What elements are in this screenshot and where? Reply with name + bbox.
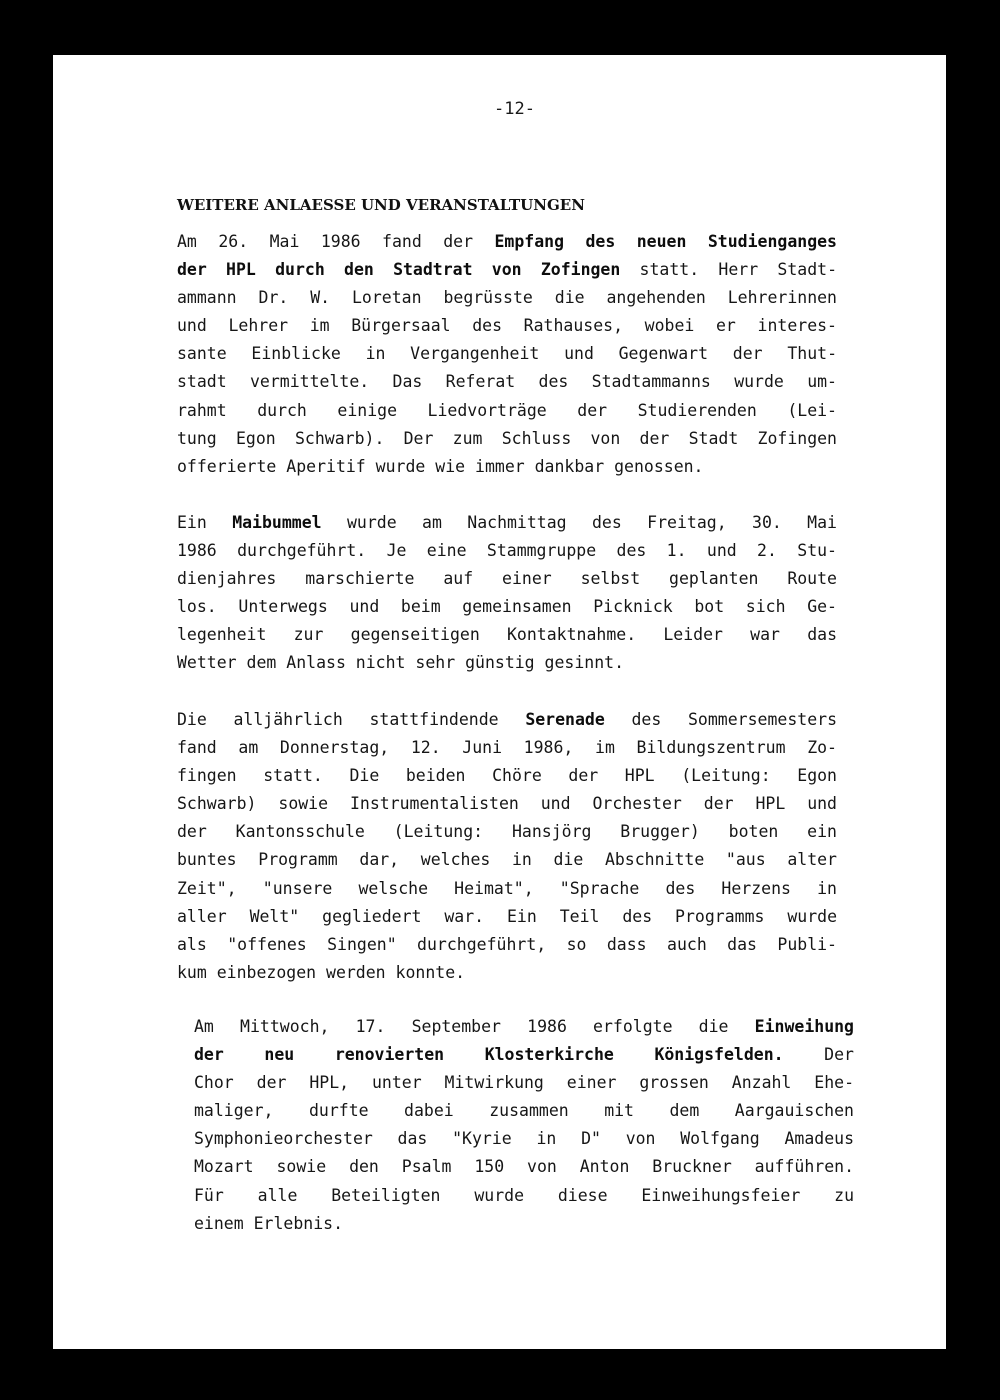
text-run: offerierte Aperitif wurde wie immer dankbar genossen.: [177, 456, 704, 476]
document-page: [53, 55, 946, 1349]
text-run: los. Unterwegs und beim gemeinsamen Picknick bot sich Ge-: [177, 597, 837, 617]
text-line: [194, 1182, 854, 1210]
text-line: [177, 762, 837, 790]
text-run: als "offenes Singen" durchgeführt, so dass auch das Publi-: [177, 934, 837, 954]
page-number: -12-: [494, 99, 535, 119]
text-run: dienjahres marschierte auf einer selbst geplanten Route: [177, 569, 837, 589]
text-line: [177, 593, 837, 621]
text-line: [177, 256, 837, 284]
text-run: kum einbezogen werden konnte.: [177, 962, 466, 982]
text-line: [194, 1041, 854, 1069]
text-line: [177, 284, 837, 312]
text-line: [177, 565, 837, 593]
text-run: fingen statt. Die beiden Chöre der HPL (Leitung: Egon: [177, 766, 837, 786]
text-line: [194, 1125, 854, 1153]
text-line: [177, 706, 837, 734]
bold-text: Empfang des neuen Studienganges: [494, 232, 837, 251]
text-line: [177, 903, 837, 931]
text-run: Der: [783, 1045, 854, 1065]
text-run: und Lehrer im Bürgersaal des Rathauses, wobei er interes-: [177, 316, 837, 336]
text-run: Für alle Beteiligten wurde diese Einweihungsfeier zu: [194, 1185, 854, 1205]
text-run: Chor der HPL, unter Mitwirkung einer grossen Anzahl Ehe-: [194, 1073, 854, 1093]
text-run: legenheit zur gegenseitigen Kontaktnahme. Leider war das: [177, 625, 837, 645]
paragraph-einweihung: [194, 1013, 854, 1238]
text-run: buntes Programm dar, welches in die Abschnitte "aus alter: [177, 850, 837, 870]
text-run: Wetter dem Anlass nicht sehr günstig gesinnt.: [177, 653, 625, 673]
bold-text: Einweihung: [754, 1017, 854, 1036]
text-run: Schwarb) sowie Instrumentalisten und Orchester der HPL und: [177, 794, 837, 814]
text-line: [194, 1097, 854, 1125]
text-line: [177, 228, 837, 256]
text-run: ammann Dr. W. Loretan begrüsste die angehenden Lehrerinnen: [177, 288, 837, 308]
text-run: fand am Donnerstag, 12. Juni 1986, im Bildungszentrum Zo-: [177, 738, 837, 758]
text-run: Am Mittwoch, 17. September 1986 erfolgte die: [194, 1017, 755, 1036]
text-line: [177, 397, 837, 425]
text-line: [177, 734, 837, 762]
bold-text: Maibummel: [232, 513, 322, 532]
text-line: [177, 340, 837, 368]
text-line: [177, 621, 837, 649]
text-line: [194, 1153, 854, 1181]
text-run: der Kantonsschule (Leitung: Hansjörg Brugger) boten ein: [177, 822, 837, 842]
paragraph-maibummel: [177, 509, 837, 678]
text-run: tung Egon Schwarb). Der zum Schluss von der Stadt Zofingen: [177, 428, 837, 448]
text-run: Ein: [177, 513, 233, 532]
text-line: [177, 368, 837, 396]
text-run: Die alljährlich stattfindende: [177, 710, 526, 729]
text-line: [194, 1013, 854, 1041]
text-run: stadt vermittelte. Das Referat des Stadtammanns wurde um-: [177, 372, 837, 392]
text-run: Symphonieorchester das "Kyrie in D" von Wolfgang Amadeus: [194, 1129, 854, 1149]
text-line: [177, 959, 837, 987]
text-run: rahmt durch einige Liedvorträge der Studierenden (Lei-: [177, 400, 837, 420]
text-line: [177, 312, 837, 340]
text-run: des Sommersemesters: [604, 710, 837, 729]
text-line: [177, 790, 837, 818]
text-line: [194, 1210, 854, 1238]
text-line: [194, 1069, 854, 1097]
text-run: wurde am Nachmittag des Freitag, 30. Mai: [321, 513, 837, 532]
text-line: [177, 509, 837, 537]
text-line: [177, 537, 837, 565]
text-run: sante Einblicke in Vergangenheit und Gegenwart der Thut-: [177, 344, 837, 364]
text-run: Am 26. Mai 1986 fand der: [177, 232, 495, 251]
text-line: [177, 453, 837, 481]
paragraph-empfang: [177, 228, 837, 481]
bold-text: der neu renovierten Klosterkirche Königsfelden.: [194, 1045, 784, 1065]
text-run: Zeit", "unsere welsche Heimat", "Sprache des Herzens in: [177, 878, 837, 898]
text-line: [177, 425, 837, 453]
text-run: statt. Herr Stadt-: [620, 260, 837, 280]
text-line: [177, 649, 837, 677]
text-line: [177, 846, 837, 874]
text-line: [177, 931, 837, 959]
text-run: einem Erlebnis.: [194, 1213, 344, 1233]
bold-text: Serenade: [525, 710, 605, 729]
text-run: Mozart sowie den Psalm 150 von Anton Bruckner aufführen.: [194, 1157, 854, 1177]
section-heading: WEITERE ANLAESSE UND VERANSTALTUNGEN: [177, 196, 585, 214]
paragraph-serenade: [177, 706, 837, 987]
text-run: aller Welt" gegliedert war. Ein Teil des Programms wurde: [177, 906, 837, 926]
bold-text: der HPL durch den Stadtrat von Zofingen: [177, 260, 621, 280]
text-run: maliger, durfte dabei zusammen mit dem Aargauischen: [194, 1101, 854, 1121]
text-line: [177, 875, 837, 903]
text-run: 1986 durchgeführt. Je eine Stammgruppe des 1. und 2. Stu-: [177, 541, 837, 561]
text-line: [177, 818, 837, 846]
